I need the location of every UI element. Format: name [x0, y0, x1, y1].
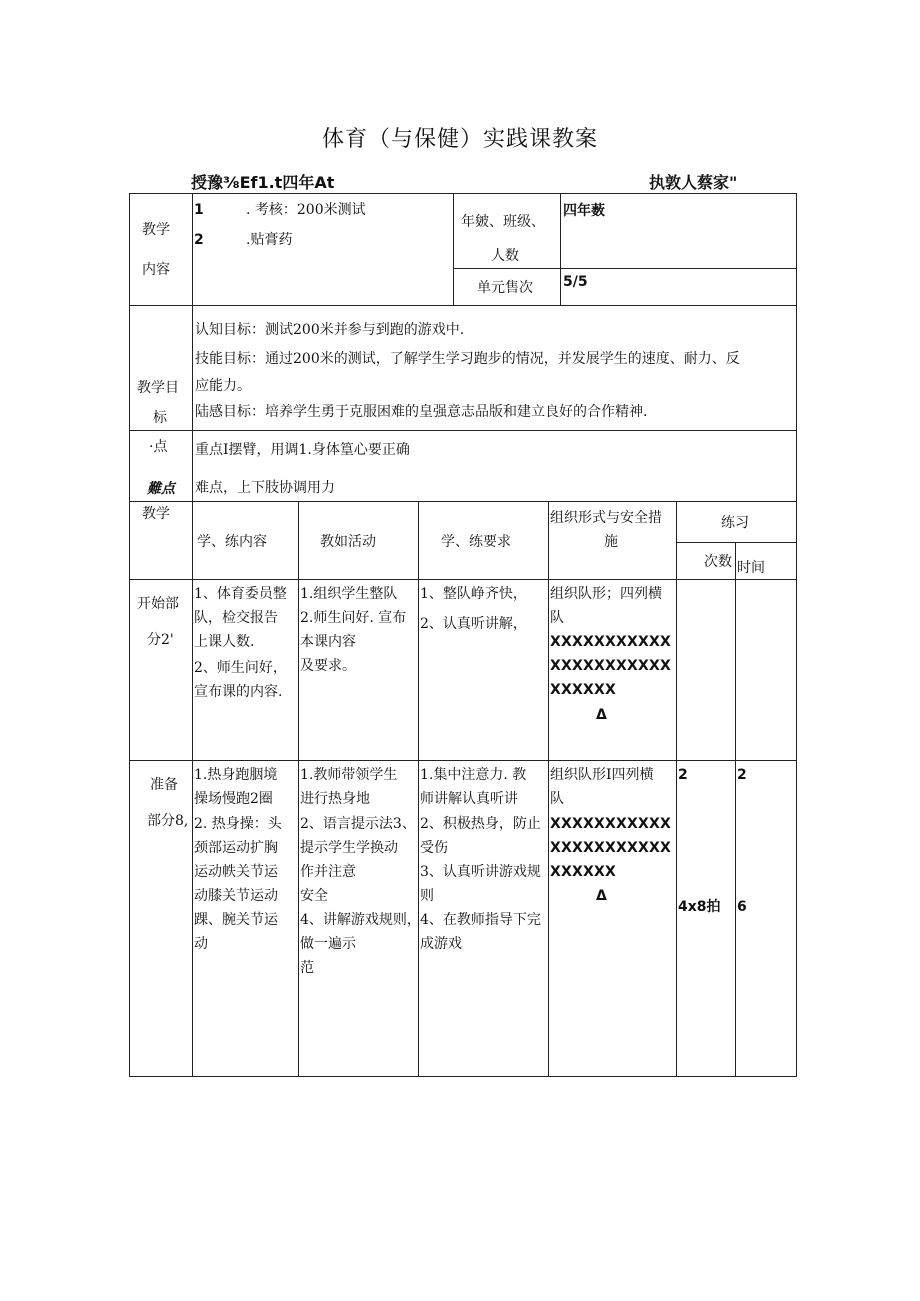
warmup-content-line: 踝、腕关节运	[194, 912, 278, 928]
header-organization-2: 施	[604, 534, 618, 550]
warmup-content-line: 操场慢跑2圈	[194, 791, 273, 807]
item1-text: . 考核：200米测试	[246, 202, 366, 218]
start-content-line: 上课人数.	[194, 634, 255, 650]
warmup-content-line: 动膝关节运动	[194, 888, 278, 904]
warmup-content-line: 颈部运动扩胸	[194, 840, 278, 856]
start-teacher-line: 1.组织学生整队	[300, 586, 398, 602]
header-practice: 练习	[721, 515, 749, 531]
lesson-info: 授豫⅜Ef1.t四年At	[191, 173, 335, 192]
warmup-requirement-line: 则	[420, 888, 434, 904]
start-teacher-line: 本课内容	[300, 634, 356, 650]
page-title: 体育（与保健）实践课教案	[321, 127, 598, 152]
start-requirement-line: 2、认真听讲解，	[420, 616, 527, 632]
warmup-requirement-line: 成游戏	[420, 936, 462, 952]
objectives-label: 教学目	[137, 380, 179, 396]
difficulty-label: 難点	[147, 481, 175, 497]
warmup-teacher-line: 作并注意	[300, 864, 356, 880]
warmup-requirement-line: 3、认真听讲游戏规	[420, 864, 541, 880]
formation-row: XXXXXXXXXXX	[550, 840, 671, 856]
warmup-teacher-line: 1.教师带领学生	[300, 767, 398, 783]
warmup-content-line: 1.热身跑胭境	[194, 767, 278, 783]
warmup-requirement-line: 2、积极热身，防止	[420, 816, 541, 832]
item1-number: 1	[194, 202, 204, 218]
start-content-line: 宣布课的内容.	[194, 684, 283, 700]
formation-row: XXXXXXXXXXX	[550, 658, 671, 674]
start-content-line: 1、体育委员整	[194, 586, 287, 602]
warmup-label-2: 部分8,	[147, 813, 189, 829]
header-organization: 组织形式与安全措	[550, 510, 662, 526]
warmup-teacher-line: 范	[300, 960, 314, 976]
start-label-2: 分2'	[147, 632, 174, 648]
keypoints-label: ·点	[149, 439, 168, 455]
warmup-requirement-line: 1.集中注意力. 教	[420, 767, 527, 783]
objective-cognitive: 认知目标：测试200米并参与到跑的游戏中.	[195, 322, 465, 338]
header-section: 教学	[142, 506, 170, 522]
formation-row: XXXXXXXXXXX	[550, 816, 671, 832]
objectives-label-2: 标	[153, 410, 167, 426]
objective-skill: 技能目标：通过200米的测试，了解学生学习跑步的情况，并发展学生的速度、耐力、反	[195, 351, 740, 367]
teacher-position-marker: Δ	[596, 707, 607, 723]
content-label-2: 内容	[142, 262, 170, 278]
key-point: 重点I摆臂，用调1.身体篁心要正确	[195, 442, 410, 458]
teacher-position-marker: Δ	[596, 888, 607, 904]
warmup-label: 准备	[150, 777, 178, 793]
header-count: 次数	[704, 554, 732, 570]
header-time: 时间	[737, 560, 765, 576]
grade-label: 年皴、班级、	[461, 214, 545, 230]
formation-row: XXXXXXXXXXX	[550, 634, 671, 650]
start-teacher-line: 及要求。	[300, 658, 356, 674]
warmup-content-line: 运动帙关节运	[194, 864, 278, 880]
warmup-teacher-line: 2、语言提示法3、	[300, 816, 416, 832]
warmup-requirement-line: 师讲解认真听讲	[420, 791, 518, 807]
warmup-content-line: 2. 热身操：头	[194, 816, 282, 832]
warmup-time-1: 2	[737, 767, 747, 783]
unit-value: 5/5	[563, 274, 588, 290]
warmup-count-1: 2	[678, 767, 688, 783]
warmup-count-2: 4x8拍	[678, 899, 721, 915]
warmup-teacher-line: 4、讲解游戏规则，	[300, 912, 421, 928]
objective-affective: 陆感目标：培养学生勇于克服困难的皇强意志品版和建立良好的合作精神.	[195, 404, 648, 420]
warmup-org-line: 组织队形I四列横	[550, 767, 654, 783]
warmup-content-line: 动	[194, 936, 208, 952]
unit-label: 单元售次	[477, 280, 533, 296]
warmup-teacher-line: 提示学生学换动	[300, 840, 398, 856]
warmup-teacher-line: 做一遍示	[300, 936, 356, 952]
grade-value: 四年薮	[563, 203, 605, 219]
header-content: 学、练内容	[197, 534, 267, 550]
item2-number: 2	[194, 232, 204, 248]
warmup-teacher-line: 安全	[300, 888, 328, 904]
formation-row: XXXXXX	[550, 864, 616, 880]
header-requirements: 学、练要求	[441, 534, 511, 550]
objective-skill-cont: 应能力。	[195, 378, 251, 394]
warmup-teacher-line: 进行热身地	[300, 791, 370, 807]
start-content-line: 2、师生问好，	[194, 660, 287, 676]
header-teacher: 教如活动	[320, 534, 376, 550]
warmup-org-line: 队	[550, 791, 564, 807]
warmup-requirement-line: 4、在教师指导下完	[420, 912, 541, 928]
item2-text: .贴膏药	[246, 232, 293, 248]
start-teacher-line: 2.师生问好. 宣布	[300, 610, 407, 626]
grade-label-2: 人数	[491, 248, 519, 264]
start-org-line: 队	[550, 610, 564, 626]
formation-row: XXXXXX	[550, 682, 616, 698]
start-requirement-line: 1、整队峥齐快，	[420, 586, 527, 602]
start-content-line: 队，检交报告	[194, 610, 278, 626]
teacher-info: 执敦人蔡家"	[649, 173, 738, 192]
content-label: 教学	[142, 222, 170, 238]
warmup-time-2: 6	[737, 899, 747, 915]
warmup-requirement-line: 受伤	[420, 840, 448, 856]
difficulty-point: 难点，上下肢协调用力	[195, 480, 335, 496]
start-label: 开始部	[137, 596, 179, 612]
start-org-line: 组织队形；四列横	[550, 586, 662, 602]
